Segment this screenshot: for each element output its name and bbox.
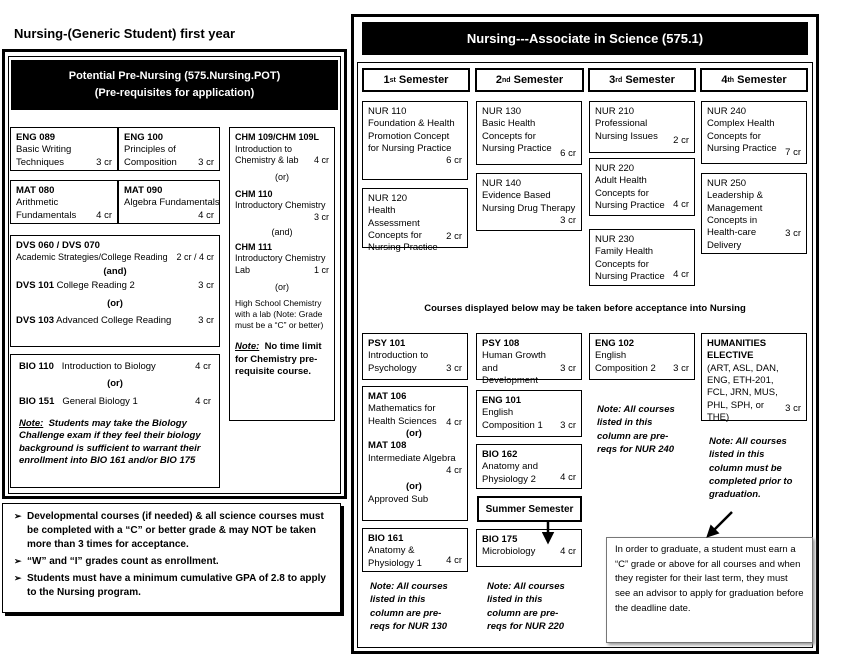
connector-and: (and) (271, 226, 293, 237)
course-name: English Composition 1 (482, 407, 543, 431)
course-code: MAT 108 (368, 440, 407, 452)
course-name: Professional Nursing Issues (595, 118, 658, 142)
course-name: Basic Writing (16, 144, 72, 156)
course-code: CHM 111 (235, 241, 273, 252)
course-credits: 2 cr (446, 230, 462, 242)
course-code: NUR 140 (482, 178, 522, 189)
course-name: Arithmetic (16, 197, 59, 209)
course-code: DVS 103 (16, 315, 55, 327)
course-code: MAT 106 (368, 391, 407, 402)
prereq-title: Potential Pre-Nursing (575.Nursing.POT) (68, 70, 281, 82)
course-credits: 6 cr (446, 155, 462, 167)
course-credits: 3 cr (785, 402, 801, 414)
semester-sup: rd (615, 76, 623, 84)
course-credits: 6 cr (560, 147, 576, 159)
approved-sub: Approved Sub (368, 493, 429, 505)
course-code: ENG 089 (16, 132, 56, 143)
course-credits: 4 cr (673, 198, 689, 210)
page-title: Nursing-(Generic Student) first year (14, 26, 236, 41)
courses-note: Courses displayed below may be taken before acceptance into Nursing (424, 303, 746, 314)
note-text: No time limit for Chemistry pre-requisite course. (235, 341, 322, 378)
connector-or: (or) (275, 172, 289, 183)
course-name: Chemistry & lab (235, 155, 299, 166)
course-code: ENG 102 (595, 338, 635, 349)
hs-chemistry: High School Chemistry with a lab (Note: Grade must be a “C” or better) (235, 298, 324, 331)
course-credits: 3 cr (560, 215, 576, 227)
semester-label: Semester (734, 74, 787, 86)
course-credits: 3 cr (560, 419, 576, 431)
course-code: CHM 110 (235, 188, 273, 199)
course-name: General Biology 1 (62, 395, 138, 407)
course-code: ENG 101 (482, 395, 522, 406)
course-code: DVS 101 (16, 280, 55, 292)
course-credits: 3 cr (673, 362, 689, 374)
course-code: CHM 109/CHM 109L (235, 132, 320, 142)
course-name: Techniques (16, 156, 65, 168)
course-code: NUR 250 (707, 178, 747, 189)
course-credits: 3 cr (446, 362, 462, 374)
course-credits: 4 cr (446, 417, 462, 428)
course-code: NUR 220 (595, 163, 635, 174)
course-credits: 3 cr (198, 280, 214, 292)
course-name: Complex Health Concepts for Nursing Practice (707, 118, 777, 155)
semester-label: Semester (510, 74, 564, 86)
course-name: Human Growth and Development (482, 350, 546, 387)
semester-num: 2 (495, 74, 502, 86)
semester-num: 1 (383, 74, 390, 86)
note-graduation: Note: All courses listed in this column must be completed prior to graduation. (709, 436, 793, 501)
course-name: Advanced College Reading (56, 315, 172, 327)
course-name: Evidence Based Nursing Drug Therapy (482, 190, 576, 214)
summer-semester-header: Summer Semester (477, 496, 582, 522)
course-credits: 3 cr (560, 362, 576, 374)
course-code: PSY 101 (368, 338, 406, 349)
course-name: Foundation & Health Promotion Concept for Nursing Practice (368, 118, 455, 155)
course-name: Microbiology (482, 546, 536, 558)
course-credits: 4 cr (446, 465, 462, 477)
course-name: Mathematics for Health Sciences (368, 403, 437, 427)
course-code: NUR 230 (595, 234, 635, 245)
course-code: ENG 100 (124, 132, 164, 143)
program-title: Nursing---Associate in Science (575.1) (362, 22, 808, 55)
course-name: College Reading 2 (56, 280, 135, 292)
requirement-item: ➢ Students must have a minimum cumulative GPA of 2.8 to apply to the Nursing program. (27, 572, 332, 600)
note-label: Note: (19, 418, 44, 430)
connector-and: (and) (103, 266, 127, 278)
course-name: Introduction to Psychology (368, 350, 429, 374)
prereq-subtitle: (Pre-requisites for application) (94, 86, 255, 99)
course-code: BIO 162 (482, 449, 518, 460)
course-code: BIO 151 (19, 395, 55, 407)
course-name: Leadership & Management Concepts in Health-care Delivery (707, 190, 763, 251)
course-code: PSY 108 (482, 338, 520, 349)
semester-sup: th (727, 76, 735, 84)
connector-or: (or) (275, 281, 289, 292)
arrow-graduation (708, 512, 732, 536)
semester-label: Semester (395, 74, 449, 86)
course-code: MAT 090 (124, 185, 163, 196)
course-name: Adult Health Concepts for Nursing Practice (595, 175, 665, 212)
requirement-item: ➢ “W” and “I” grades count as enrollment. (27, 555, 332, 569)
course-name: Introduction to (235, 143, 293, 154)
semester-sup: nd (501, 76, 511, 84)
course-code: MAT 080 (16, 185, 55, 196)
connector-or: (or) (107, 378, 123, 390)
course-code: DVS 060 / DVS 070 (16, 240, 100, 251)
course-name: Academic Strategies/College Reading (16, 252, 168, 263)
course-code: NUR 240 (707, 106, 747, 117)
course-name: Anatomy & Physiology 1 (368, 545, 422, 569)
course-credits: 4 cr (560, 471, 576, 483)
semester-label: Semester (622, 74, 675, 86)
course-code: NUR 130 (482, 106, 522, 117)
course-code: HUMANITIES ELECTIVE (707, 338, 767, 362)
course-credits: 3 cr (198, 315, 214, 327)
course-credits: 3 cr (785, 227, 801, 239)
course-name: English Composition 2 (595, 350, 656, 374)
course-name: Intermediate Algebra (368, 452, 456, 464)
graduation-box: In order to graduate, a student must earn a “C” grade or above for all courses and when they register for their last term, they must see an advisor to apply for graduation before the deadline date. (606, 537, 813, 643)
course-credits: 2 cr (673, 134, 689, 146)
connector-or: (or) (107, 297, 123, 309)
note-nur240: Note: All courses listed in this column are pre-reqs for NUR 240 (597, 404, 675, 455)
course-name: Algebra Fundamentals (124, 197, 220, 209)
course-name: Anatomy and Physiology 2 (482, 461, 538, 485)
course-credits: 1 cr (313, 264, 329, 275)
course-credits: 4 cr (560, 546, 576, 558)
course-credits: 4 cr (198, 209, 214, 221)
course-name: Basic Health Concepts for Nursing Practice (482, 118, 552, 155)
course-name: Introductory Chemistry (235, 200, 326, 211)
course-credits: 4 cr (673, 268, 689, 280)
course-credits: 3 cr (313, 212, 329, 223)
course-credits: 7 cr (785, 146, 801, 158)
semester-num: 4 (721, 74, 728, 86)
semester-num: 3 (609, 74, 616, 86)
course-credits: 4 cr (96, 209, 112, 221)
course-code: NUR 210 (595, 106, 635, 117)
note-nur130: Note: All courses listed in this column are pre-reqs for NUR 130 (370, 581, 448, 632)
course-name: Fundamentals (16, 209, 77, 221)
course-name: Composition (124, 156, 177, 168)
semester-sup: st (389, 76, 396, 84)
course-credits: 4 cr (313, 155, 329, 166)
course-credits: 4 cr (195, 361, 211, 372)
course-credits: 3 cr (198, 156, 214, 168)
note-text: Students may take the Biology Challenge exam if they feel their biology background is sufficient to warrant their enrollment into BIO 161 and/or BIO 175 (19, 418, 201, 467)
course-name: Family Health Concepts for Nursing Practice (595, 246, 665, 283)
note-label: Note: (235, 341, 260, 353)
course-credits: 3 cr (96, 156, 112, 168)
connector-or: (or) (406, 481, 422, 493)
connector-or: (or) (406, 428, 422, 440)
course-name: Principles of (124, 144, 176, 156)
course-credits: 4 cr (446, 554, 462, 566)
course-code: BIO 175 (482, 534, 518, 545)
course-code: NUR 110 (368, 106, 407, 117)
course-credits: 4 cr (195, 395, 211, 407)
course-code: BIO 110 (19, 361, 54, 372)
course-code: NUR 120 (368, 193, 408, 204)
course-name: (ART, ASL, DAN, ENG, ETH-201, FCL, JRN, MUS, PHL, SPH, or THE) (707, 362, 779, 424)
course-name: Introduction to Biology (61, 361, 156, 372)
course-name: Lab (235, 264, 251, 275)
note-nur220: Note: All courses listed in this column are pre-reqs for NUR 220 (487, 581, 565, 632)
requirement-item: ➢ Developmental courses (if needed) & all science courses must be completed with a “C” or better grade & may NOT be taken more than 3 times for acceptance. (27, 510, 332, 552)
course-code: BIO 161 (368, 533, 404, 544)
course-credits: 2 cr / 4 cr (176, 252, 214, 263)
course-name: Introductory Chemistry (235, 253, 326, 264)
course-name: Health Assessment Concepts for Nursing Practice (368, 205, 438, 254)
